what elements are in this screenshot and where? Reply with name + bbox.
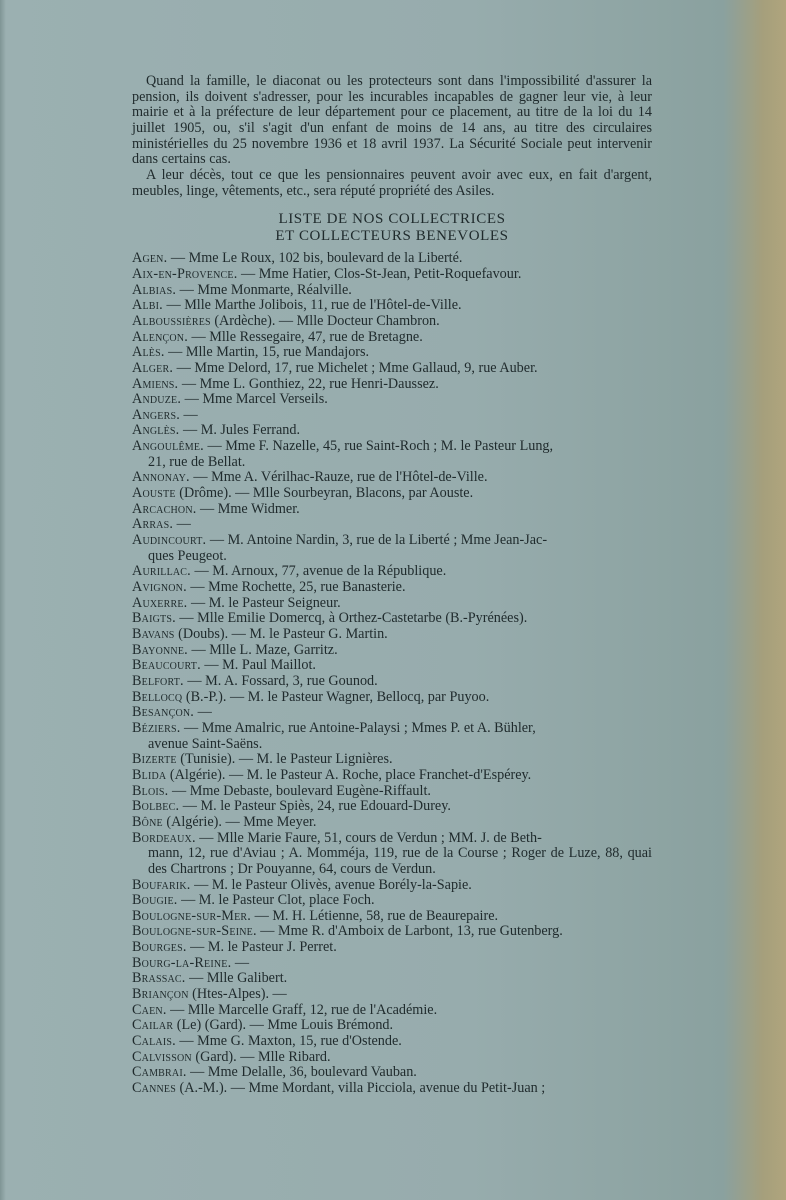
entry-place: Bougie. — [132, 892, 178, 909]
entry-text: — Mme Delord, 17, rue Michelet ; Mme Gallaud, 9, rue Auber. — [173, 359, 538, 376]
entry-place: Albias. — [132, 281, 177, 298]
list-entry — [132, 486, 652, 502]
list-entry — [132, 658, 652, 674]
list-entry — [132, 408, 652, 424]
list-entry — [132, 377, 652, 393]
entry-place: Blois. — [132, 782, 169, 799]
page-edge-shadow — [0, 0, 6, 1200]
entry-text: (Doubs). — M. le Pasteur G. Martin. — [174, 626, 388, 642]
entry-text: — M. le Pasteur Olivès, avenue Borély-la-Sapie. — [190, 876, 472, 893]
entry-place: Avignon. — [132, 579, 187, 596]
entry-text: — Mme Le Roux, 102 bis, boulevard de la Liberté. — [167, 250, 463, 267]
entry-place: Bordeaux. — [132, 829, 196, 846]
entry-place: Beaucourt. — [132, 657, 201, 674]
document-body — [132, 74, 652, 1097]
entry-text: — Mlle Martin, 15, rue Mandajors. — [164, 344, 370, 361]
entry-place: Belfort. — [132, 672, 184, 689]
entry-place: Bellocq — [132, 688, 183, 705]
entry-place: Cannes — [132, 1080, 176, 1097]
entry-text: (Tunisie). — M. le Pasteur Lignières. — [176, 751, 393, 768]
entry-text: — Mlle Marcelle Graff, 12, rue de l'Académie. — [166, 1001, 438, 1018]
entry-text: — Mme G. Maxton, 15, rue d'Ostende. — [175, 1033, 402, 1050]
entry-place: Boulogne-sur-Mer. — [132, 907, 252, 924]
entry-place: Brassac. — [132, 970, 186, 987]
list-entry — [132, 721, 652, 752]
entry-place: Angoulême. — [132, 438, 204, 455]
entry-place: Calvisson — [132, 1048, 192, 1065]
list-entry — [132, 924, 652, 940]
entry-place: Albi. — [132, 297, 163, 314]
entry-text: — Mme Widmer. — [196, 500, 300, 517]
entry-text: — Mme L. Gonthiez, 22, rue Henri-Daussez. — [178, 375, 439, 392]
entry-place: Alger. — [132, 359, 174, 376]
entry-text: — Mlle Marie Faure, 51, cours de Verdun ; MM. J. de Beth- — [195, 829, 542, 846]
list-entry — [132, 956, 652, 972]
intro-paragraph-1: Quand la famille, le diaconat ou les protecteurs sont dans l'impossibilité d'assurer la pension, ils doivent s'adresser, pour les incurables incapables de gagner leur vie, à leur mairie et à la préfecture de leur département pour ce placement, au titre de la loi du 14 juillet 1905, ou, s'il s'agit d'un enfant de moins de 14 ans, au titre des circulaires ministérielles du 25 novembre 1936 et 18 avril 1937. La Sécurité Sociale peut intervenir dans certains cas. — [132, 73, 652, 168]
list-title — [132, 211, 652, 245]
entry-continuation: avenue Saint-Saëns. — [148, 735, 263, 752]
list-entry — [132, 361, 652, 377]
list-entry — [132, 502, 652, 518]
list-entry — [132, 831, 652, 878]
entry-place: Boulogne-sur-Seine. — [132, 923, 257, 940]
list-entry — [132, 987, 652, 1003]
entry-place: Angers. — [132, 406, 180, 423]
entry-place: Blida — [132, 766, 167, 783]
entry-text: (Ardèche). — Mlle Docteur Chambron. — [210, 312, 440, 329]
entry-text: — Mme F. Nazelle, 45, rue Saint-Roch ; M. le Pasteur Lung, — [203, 438, 554, 455]
list-entry — [132, 768, 652, 784]
entry-place: Cambrai. — [132, 1064, 187, 1081]
entry-place: Calais. — [132, 1033, 176, 1050]
entry-text: — Mme Amalric, rue Antoine-Palaysi ; Mmes P. et A. Bühler, — [180, 719, 536, 736]
list-entry — [132, 345, 652, 361]
list-entry — [132, 564, 652, 580]
list-entry — [132, 439, 652, 470]
entry-text: — — [231, 954, 250, 971]
list-entry — [132, 690, 652, 706]
entry-place: Bourg-la-Reine. — [132, 954, 232, 971]
entry-continuation: 21, rue de Bellat. — [148, 453, 246, 470]
entry-place: Alès. — [132, 344, 165, 361]
list-entry — [132, 643, 652, 659]
entry-place: Arras. — [132, 516, 174, 533]
entry-text: — Mme R. d'Amboix de Larbont, 13, rue Gutenberg. — [256, 923, 563, 940]
entry-text: — — [194, 704, 212, 721]
entry-text: — M. A. Fossard, 3, rue Gounod. — [183, 672, 378, 689]
list-title-line-2: ET COLLECTEURS BENEVOLES — [275, 228, 509, 245]
entry-text: — M. le Pasteur Spiès, 24, rue Edouard-Durey. — [179, 798, 451, 815]
entry-place: Briançon — [132, 986, 189, 1003]
entry-place: Bourges. — [132, 939, 187, 956]
entry-text: — — [173, 516, 191, 533]
entry-text: — M. le Pasteur J. Perret. — [186, 939, 337, 956]
list-entry — [132, 1065, 652, 1081]
list-entry — [132, 251, 652, 267]
entry-place: Arcachon. — [132, 500, 197, 517]
list-entry — [132, 627, 652, 643]
list-entry — [132, 893, 652, 909]
list-entry — [132, 1018, 652, 1034]
entry-place: Anduze. — [132, 391, 182, 408]
entry-text: — M. H. Létienne, 58, rue de Beaurepaire. — [251, 907, 499, 924]
list-entry — [132, 705, 652, 721]
entry-place: Audincourt. — [132, 532, 207, 549]
entry-place: Bolbec. — [132, 798, 180, 815]
entry-place: Auxerre. — [132, 594, 188, 611]
intro-paragraph-2: A leur décès, tout ce que les pensionnaires peuvent avoir avec eux, en fait d'argent, meubles, linge, vêtements, etc., sera réputé propriété des Asiles. — [132, 166, 652, 199]
list-entry — [132, 392, 652, 408]
entry-place: Aouste — [132, 485, 176, 502]
list-title-line-1: LISTE DE NOS COLLECTRICES — [278, 211, 506, 228]
entry-text: — Mlle L. Maze, Garritz. — [187, 641, 338, 658]
entry-text: — M. Arnoux, 77, avenue de la République. — [190, 563, 447, 580]
entry-text: — M. le Pasteur Clot, place Foch. — [177, 892, 375, 909]
entry-place: Anglès. — [132, 422, 180, 439]
entry-place: Cailar — [132, 1017, 174, 1034]
list-entry — [132, 971, 652, 987]
entry-continuation: ques Peugeot. — [148, 547, 227, 564]
entry-place: Béziers. — [132, 719, 181, 736]
list-entry — [132, 611, 652, 627]
list-entry — [132, 674, 652, 690]
list-entry — [132, 752, 652, 768]
list-entry — [132, 909, 652, 925]
entry-place: Annonay. — [132, 469, 190, 486]
list-entry — [132, 815, 652, 831]
entry-text: (Algérie). — Mme Meyer. — [162, 813, 317, 830]
entry-place: Bayonne. — [132, 641, 188, 658]
entry-text: — Mme Rochette, 25, rue Banasterie. — [186, 579, 406, 596]
list-entry — [132, 1003, 652, 1019]
entry-place: Boufarik. — [132, 876, 191, 893]
entry-text: (Htes-Alpes). — — [188, 986, 287, 1003]
entry-place: Bizerte — [132, 751, 177, 768]
list-entry — [132, 1081, 652, 1097]
list-entry — [132, 784, 652, 800]
entry-place: Aix-en-Provence. — [132, 265, 238, 282]
entry-place: Bône — [132, 813, 163, 830]
entry-text: — Mlle Marthe Jolibois, 11, rue de l'Hôtel-de-Ville. — [162, 297, 462, 314]
list-entry — [132, 799, 652, 815]
entry-text: — M. Paul Maillot. — [200, 657, 316, 674]
list-entry — [132, 330, 652, 346]
entry-text: (Le) (Gard). — Mme Louis Brémond. — [173, 1017, 394, 1034]
entry-text: — Mme Hatier, Clos-St-Jean, Petit-Roquefavour. — [237, 265, 522, 282]
entry-text: — Mme Marcel Verseils. — [181, 391, 328, 408]
entry-text: — M. le Pasteur Seigneur. — [187, 594, 341, 611]
list-entry — [132, 423, 652, 439]
entry-text: — Mme A. Vérilhac-Rauze, rue de l'Hôtel-de-Ville. — [189, 469, 488, 486]
entry-text: — M. Jules Ferrand. — [179, 422, 301, 439]
entry-place: Aurillac. — [132, 563, 191, 580]
entry-text: — M. Antoine Nardin, 3, rue de la Liberté ; Mme Jean-Jac- — [206, 532, 548, 549]
list-entry — [132, 1034, 652, 1050]
list-entry — [132, 878, 652, 894]
entry-text: — Mlle Ressegaire, 47, rue de Bretagne. — [187, 328, 423, 345]
entry-place: Baigts. — [132, 610, 176, 627]
entry-text: — — [179, 406, 198, 423]
list-entry — [132, 580, 652, 596]
list-entry — [132, 283, 652, 299]
list-entry — [132, 298, 652, 314]
entry-text: (Gard). — Mlle Ribard. — [191, 1048, 331, 1065]
list-entry — [132, 940, 652, 956]
list-entry — [132, 470, 652, 486]
entry-place: Agen. — [132, 250, 168, 267]
entry-text: (Algérie). — M. le Pasteur A. Roche, place Franchet-d'Espérey. — [166, 766, 532, 783]
entry-place: Amiens. — [132, 375, 179, 392]
entry-place: Caen. — [132, 1001, 167, 1018]
list-entry — [132, 314, 652, 330]
list-entry — [132, 517, 652, 533]
entry-text: — Mme Delalle, 36, boulevard Vauban. — [186, 1064, 417, 1081]
entry-place: Bavans — [132, 626, 175, 642]
entry-text: — Mlle Emilie Domercq, à Orthez-Castetarbe (B.-Pyrénées). — [175, 610, 528, 627]
entry-place: Besançon. — [132, 704, 195, 721]
entry-text: — Mme Debaste, boulevard Eugène-Riffault. — [168, 782, 431, 799]
collector-list — [132, 251, 652, 1096]
entry-place: Alboussières — [132, 312, 211, 329]
list-entry — [132, 596, 652, 612]
list-entry — [132, 267, 652, 283]
entry-text: — Mme Monmarte, Réalville. — [176, 281, 352, 298]
entry-text: (A.-M.). — Mme Mordant, villa Picciola, avenue du Petit-Juan ; — [176, 1080, 546, 1097]
entry-text: (Drôme). — Mlle Sourbeyran, Blacons, par Aouste. — [175, 485, 474, 502]
entry-text: — Mlle Galibert. — [185, 970, 288, 987]
entry-text: (B.-P.). — M. le Pasteur Wagner, Bellocq, par Puyoo. — [182, 688, 490, 705]
entry-continuation: mann, 12, rue d'Aviau ; A. Momméja, 119, rue de la Course ; Roger de Luze, 88, quai des Chartrons ; Dr Pouyanne, 64, cours de Verdun. — [148, 845, 652, 877]
list-entry — [132, 1050, 652, 1066]
list-entry — [132, 533, 652, 564]
entry-place: Alençon. — [132, 328, 188, 345]
